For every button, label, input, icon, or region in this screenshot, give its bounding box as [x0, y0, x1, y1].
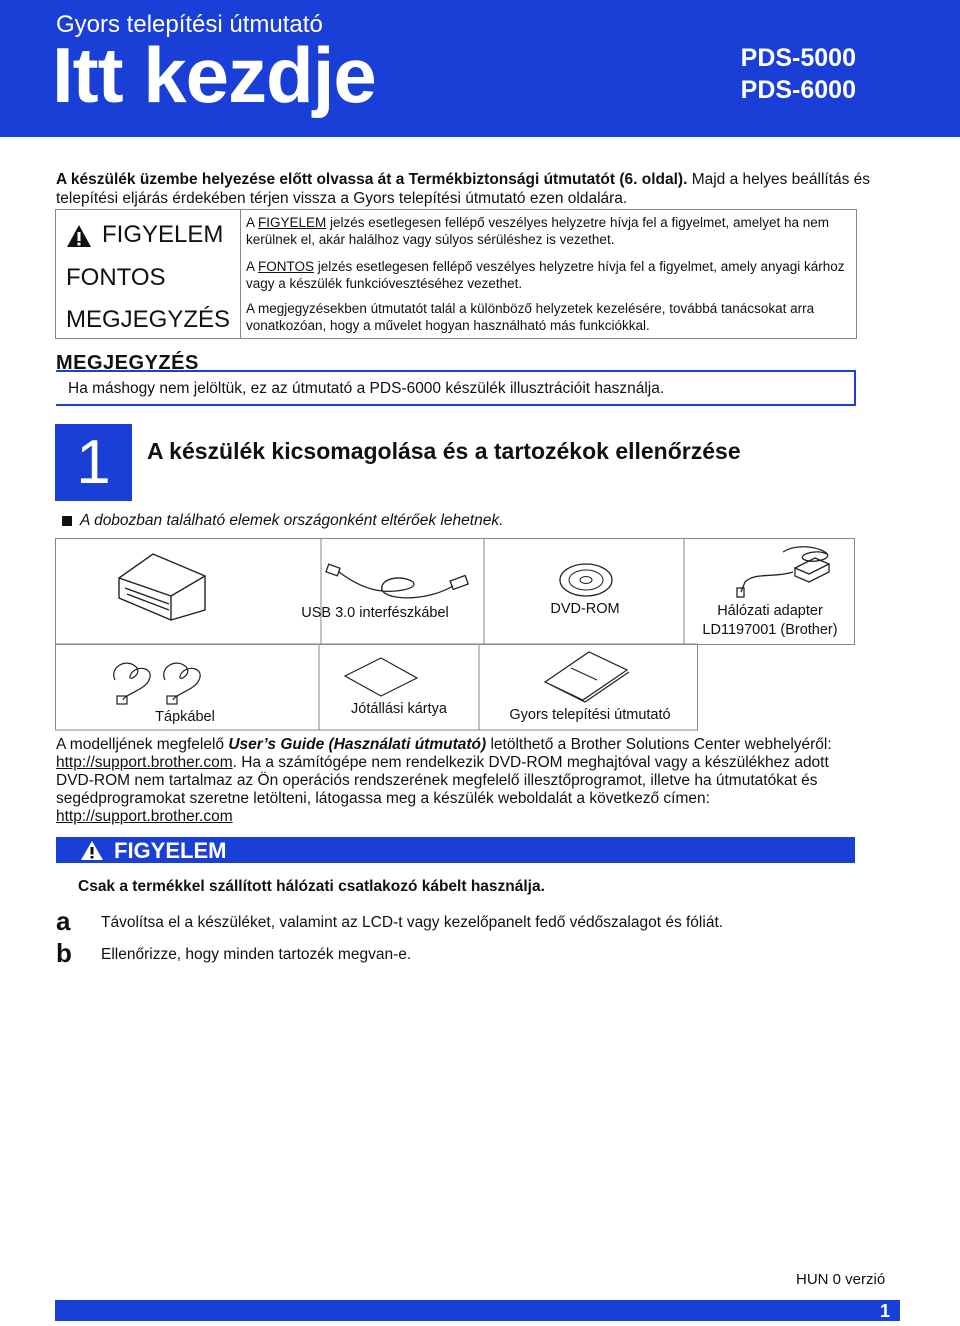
intro-text [56, 170, 876, 208]
legend-warning-label: FIGYELEM [102, 221, 224, 248]
warning-title: FIGYELEM [114, 838, 227, 863]
note-text: Ha máshogy nem jelöltük, ez az útmutató a PDS-6000 készülék illusztrációit használja. [68, 380, 665, 397]
step-a-letter: a [56, 906, 71, 936]
dvd-disc-icon [558, 560, 614, 600]
legend-important-label: FONTOS [66, 264, 166, 291]
intro-bold: A készülék üzembe helyezése előtt olvassa át a Termékbiztonsági útmutatót (6. oldal). [56, 171, 688, 188]
power-cord-icon [105, 650, 225, 706]
legend-note-cell [56, 296, 241, 338]
box-contents-grid [55, 538, 855, 731]
legend-warning-text: A FIGYELEM jelzés esetlegesen fellépő veszélyes helyzetre hívja fel a figyelmet, amelyet ha nem kerülnek el, akár halálhoz vagy súlyos sérüléshez is vezethet. [246, 215, 830, 247]
header-banner [0, 0, 960, 137]
step-number-badge: 1 [55, 424, 132, 501]
step-a-text: Távolítsa el a készüléket, valamint az LCD-t vagy kezelőpanelt fedő védőszalagot és fóliát. [101, 914, 724, 931]
support-link-1[interactable]: http://support.brother.com [56, 754, 233, 771]
header-subtitle: Gyors telepítési útmutató [56, 11, 323, 38]
download-paragraph: A modelljének megfelelő User’s Guide (Használati útmutató) letölthető a Brother Solutions Center webhelyéről: http://support.brother.com. Ha a számítógépe nem rendelkezik DVD-ROM meghajtóval vagy a készülékhez adott DVD-ROM nem tartalmaz az Ön operációs rendszerének megfelelő illesztőprogramot, illetve ha útmutatókat és segédprogramokat szeretne letölteni, látogassa meg a készülék weboldalát a következő címen: http://support.brother.com [56, 736, 832, 825]
dvd-label: DVD-ROM [550, 601, 620, 617]
guide-booklet-icon [541, 648, 631, 704]
users-guide-title: User’s Guide [228, 736, 325, 753]
usb-label: USB 3.0 interfészkábel [301, 605, 449, 621]
guide-label: Gyors telepítési útmutató [509, 707, 671, 723]
header-title: Itt kezdje [52, 31, 376, 119]
note-heading: MEGJEGYZÉS [56, 352, 199, 374]
model-name-2: PDS-6000 [740, 76, 856, 104]
symbol-legend [55, 209, 857, 339]
bullet-square-icon [62, 516, 72, 526]
legend-note-text: A megjegyzésekben útmutatót talál a különböző helyzetek kezelésére, továbbá tanácsokat arra vonatkozóan, hogy a művelet hogyan használható más funkciókkal. [246, 301, 815, 333]
legend-warning-cell [56, 210, 241, 252]
step-title: A készülék kicsomagolása és a tartozékok ellenőrzése [147, 438, 741, 464]
warranty-card-icon [341, 656, 421, 698]
intro-rest: Majd a helyes beállítás és telepítési eljárás érdekében térjen vissza a Gyors telepítési útmutató ezen oldalára. [56, 171, 871, 207]
step-b-text: Ellenőrizze, hogy minden tartozék megvan-e. [101, 946, 412, 963]
support-link-2[interactable]: http://support.brother.com [56, 808, 233, 825]
step-b-letter: b [56, 938, 72, 968]
scanner-illustration-icon [113, 548, 213, 623]
warning-triangle-icon [66, 224, 92, 248]
usb-cable-icon [323, 550, 483, 610]
warning-bar [56, 837, 855, 863]
legend-important-text: A FONTOS jelzés esetlegesen fellépő veszélyes helyzetre hívja fel a figyelmet, amely anyagi kárhoz vagy a készülék funkcióvesztéséhez vezethet. [246, 259, 845, 291]
power-cord-label: Tápkábel [155, 709, 215, 725]
warning-triangle-icon [80, 840, 104, 861]
legend-note-label: MEGJEGYZÉS [66, 306, 231, 333]
warranty-label: Jótállási kártya [351, 701, 447, 717]
adapter-label: Hálózati adapter LD1197001 (Brother) [702, 603, 838, 638]
page-number: 1 [879, 1301, 890, 1321]
bullet-text: A dobozban található elemek országonként eltérőek lehetnek. [80, 512, 504, 529]
warning-text: Csak a termékkel szállított hálózati csatlakozó kábelt használja. [78, 878, 545, 895]
legend-important-cell [56, 252, 241, 296]
footer-bar [55, 1300, 900, 1321]
version-label: HUN 0 verzió [796, 1271, 886, 1288]
model-name-1: PDS-5000 [740, 44, 856, 72]
power-adapter-icon [735, 542, 845, 600]
